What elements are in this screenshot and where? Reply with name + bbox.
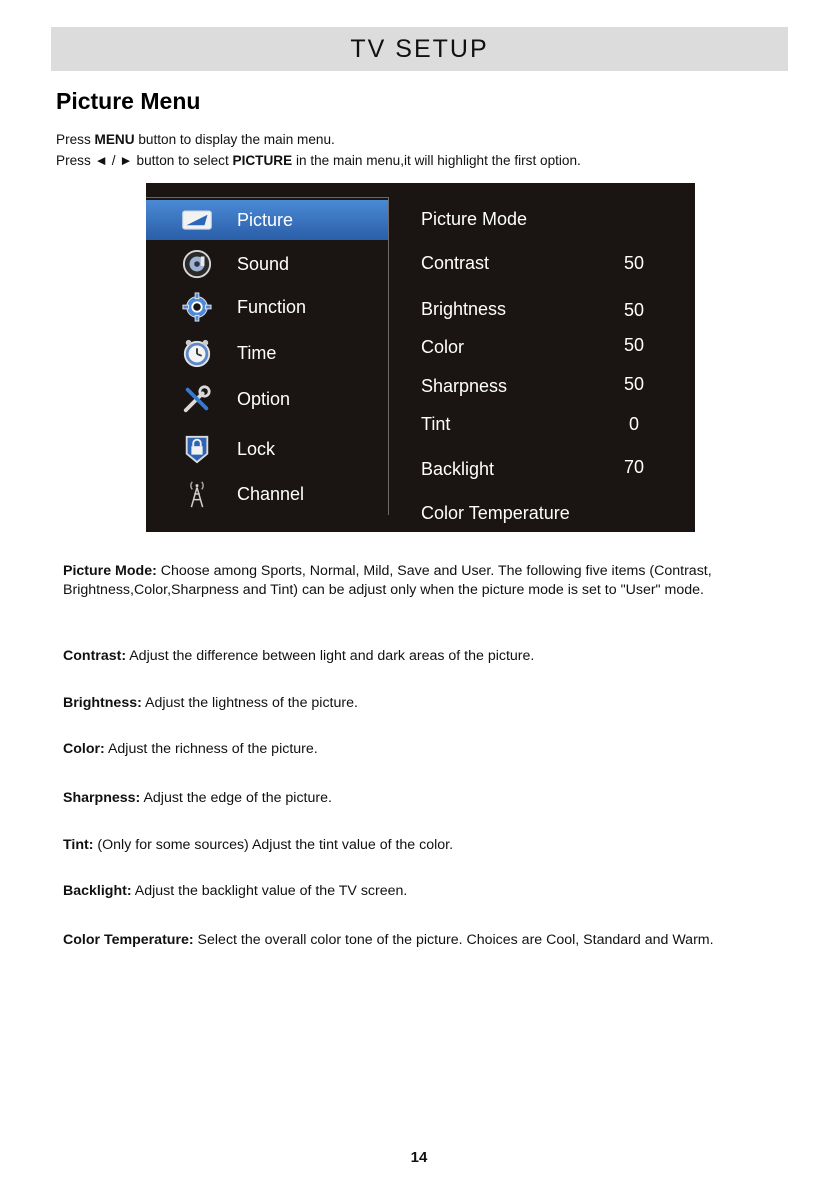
- tint-value: 0: [628, 414, 639, 434]
- tv-menu-sidebar: [146, 183, 388, 532]
- description-color-temperature: [63, 931, 723, 950]
- gear-icon: [182, 292, 212, 322]
- tv-menu-item-function[interactable]: [146, 287, 388, 327]
- description-brightness: [63, 694, 723, 713]
- page-header-title: TV SETUP: [350, 34, 489, 63]
- tv-menu-label: Channel: [237, 483, 305, 504]
- description-text: Choose among Sports, Normal, Mild, Save and User. The following five items (Contrast, Brightness,Color,Sharpness and Tint) can be adjust only when the picture mode is set to "User" mode.: [63, 563, 712, 598]
- description-term: Color Temperature:: [63, 932, 194, 948]
- section-title: Picture Menu: [56, 88, 201, 114]
- page-number: 14: [410, 1149, 428, 1166]
- description-term: Backlight:: [63, 883, 132, 899]
- tv-menu-item-lock[interactable]: [146, 429, 388, 469]
- color-value: 50: [623, 335, 645, 355]
- tv-menu-screenshot: [146, 183, 695, 532]
- description-term: Sharpness:: [63, 790, 141, 806]
- description-term: Tint:: [63, 837, 94, 853]
- color-option[interactable]: Color: [421, 337, 465, 357]
- description-tint: [63, 836, 723, 855]
- sharpness-option[interactable]: Sharpness: [421, 376, 508, 396]
- backlight-value: 70: [623, 457, 645, 477]
- brightness-value: 50: [623, 300, 645, 320]
- backlight-option[interactable]: Backlight: [421, 459, 495, 479]
- description-text: Adjust the backlight value of the TV screen.: [131, 883, 408, 899]
- header-bar: [51, 27, 788, 71]
- description-picture-mode: [63, 562, 723, 600]
- description-sharpness: [63, 789, 723, 808]
- tv-menu-item-time[interactable]: [146, 333, 388, 373]
- sound-icon: [182, 249, 212, 279]
- description-text: Adjust the edge of the picture.: [140, 790, 332, 806]
- intro-line-2: [56, 150, 581, 171]
- tv-menu-label: Picture: [237, 209, 294, 230]
- picture-mode-option[interactable]: Picture Mode: [421, 209, 528, 229]
- description-color: [63, 740, 723, 759]
- tv-menu-label: Time: [237, 342, 277, 363]
- description-term: Color:: [63, 741, 105, 757]
- antenna-icon: [182, 479, 212, 509]
- sharpness-value: 50: [623, 374, 645, 394]
- description-term: Brightness:: [63, 695, 142, 711]
- clock-icon: [182, 338, 212, 368]
- sidebar-top-line: [146, 197, 388, 198]
- intro-line1-pre: Press: [56, 132, 95, 147]
- description-text: Select the overall color tone of the picture. Choices are Cool, Standard and Warm.: [193, 932, 714, 948]
- tv-menu-item-channel[interactable]: [146, 474, 388, 514]
- description-term: Contrast:: [63, 648, 127, 664]
- tv-menu-label: Function: [237, 296, 307, 317]
- intro-line2-bold: PICTURE: [232, 153, 293, 168]
- description-text: Adjust the richness of the picture.: [104, 741, 318, 757]
- description-text: Adjust the lightness of the picture.: [141, 695, 358, 711]
- description-contrast: [63, 647, 723, 666]
- tv-menu-item-sound[interactable]: [146, 244, 388, 284]
- brightness-option[interactable]: Brightness: [421, 299, 507, 319]
- color-temperature-option[interactable]: Color Temperature: [421, 503, 570, 523]
- intro-text: [56, 129, 581, 171]
- picture-icon: [182, 205, 212, 235]
- intro-line-1: [56, 129, 581, 150]
- intro-line2-pre: Press ◄ / ► button to select: [56, 153, 233, 168]
- tv-menu-item-picture[interactable]: [146, 200, 388, 240]
- contrast-option[interactable]: Contrast: [421, 253, 490, 273]
- tv-menu-label: Lock: [237, 438, 276, 459]
- intro-line1-post: button to display the main menu.: [134, 132, 335, 147]
- description-text: (Only for some sources) Adjust the tint value of the color.: [93, 837, 454, 853]
- lock-icon: [182, 434, 212, 464]
- intro-line2-post: in the main menu,it will highlight the first option.: [292, 153, 581, 168]
- tv-menu-divider: [388, 197, 389, 515]
- tv-menu-label: Sound: [237, 253, 290, 274]
- tv-menu-label: Option: [237, 388, 291, 409]
- description-text: Adjust the difference between light and dark areas of the picture.: [126, 648, 535, 664]
- contrast-value: 50: [623, 253, 645, 273]
- description-term: Picture Mode:: [63, 563, 157, 579]
- tint-option[interactable]: Tint: [421, 414, 451, 434]
- tools-icon: [182, 384, 212, 414]
- intro-line1-bold: MENU: [94, 132, 135, 147]
- tv-menu-item-option[interactable]: [146, 379, 388, 419]
- description-backlight: [63, 882, 723, 901]
